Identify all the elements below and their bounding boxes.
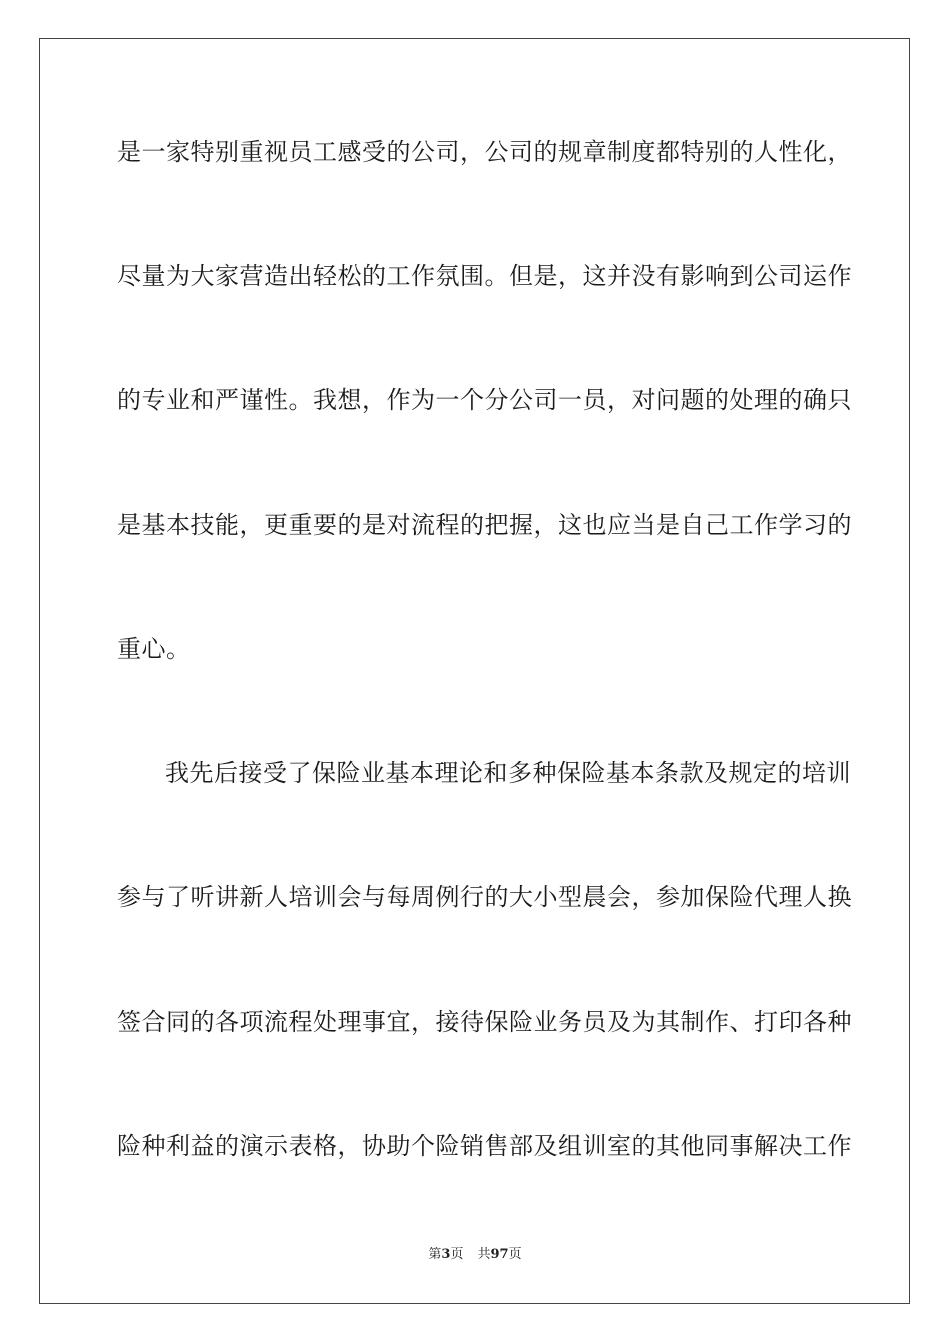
page-suffix: 页 — [450, 1247, 464, 1262]
page-border — [39, 38, 910, 1304]
page-number: 3 — [441, 1247, 451, 1262]
text-line: 参与了听讲新人培训会与每周例行的大小型晨会，参加保险代理人换 — [117, 883, 852, 911]
text-line: 重心。 — [117, 635, 191, 663]
page-prefix: 第 — [428, 1247, 442, 1262]
total-suffix: 页 — [508, 1247, 522, 1262]
text-line: 险种利益的演示表格，协助个险销售部及组训室的其他同事解决工作 — [117, 1132, 852, 1160]
text-line: 签合同的各项流程处理事宜，接待保险业务员及为其制作、打印各种 — [117, 1008, 852, 1036]
text-line: 尽量为大家营造出轻松的工作氛围。但是，这并没有影响到公司运作 — [117, 262, 852, 290]
total-pages: 97 — [490, 1247, 509, 1262]
page-footer — [0, 1246, 950, 1264]
text-line: 的专业和严谨性。我想，作为一个分公司一员，对问题的处理的确只 — [117, 386, 852, 414]
text-line: 是一家特别重视员工感受的公司，公司的规章制度都特别的人性化， — [117, 138, 852, 166]
text-line: 是基本技能，更重要的是对流程的把握，这也应当是自己工作学习的 — [117, 511, 852, 539]
text-line: 我先后接受了保险业基本理论和多种保险基本条款及规定的培训 — [165, 759, 851, 787]
total-prefix: 共 — [477, 1247, 491, 1262]
